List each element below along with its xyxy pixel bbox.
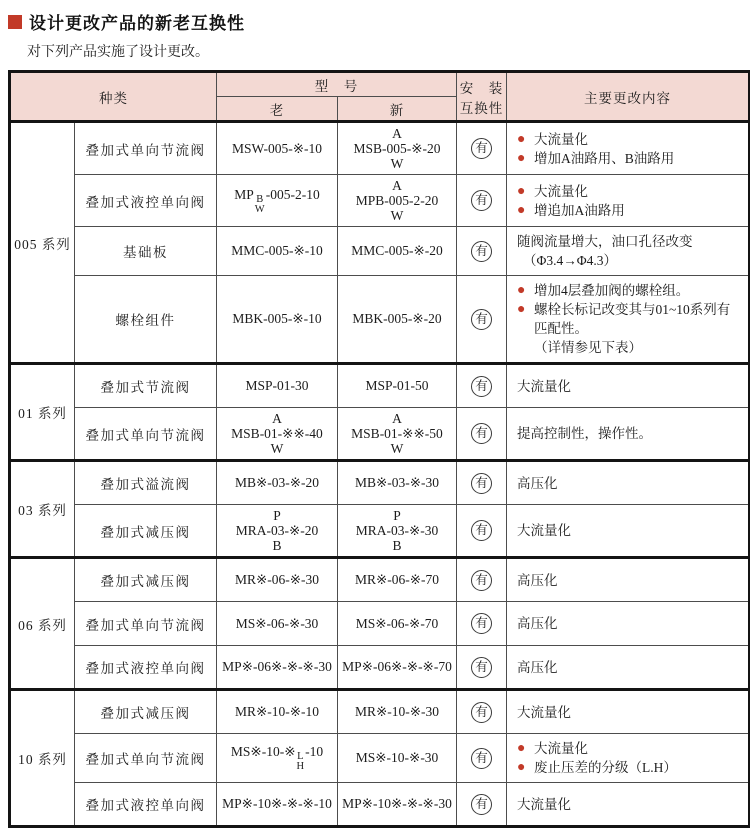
product-type-cell: 基础板 <box>75 227 217 276</box>
compat-circled-mark: 有 <box>471 570 492 591</box>
model-text: MSB-01-※※-50 <box>351 426 443 441</box>
table-header <box>10 72 750 122</box>
model-text: W <box>390 441 404 456</box>
change-line <box>513 130 742 149</box>
change-text: 大流量化 <box>517 704 571 720</box>
changes-cell <box>507 175 750 227</box>
old-model-cell: MR※-10-※-10 <box>217 690 338 734</box>
series-label: 005 系列 <box>10 122 75 364</box>
change-line <box>513 182 742 201</box>
new-model-cell: MB※-03-※-30 <box>338 461 457 505</box>
changes-cell <box>507 505 750 558</box>
bullet-icon: ● <box>517 150 526 166</box>
old-model-cell <box>217 734 338 783</box>
header-changes: 主要更改内容 <box>507 72 750 122</box>
compat-circled-mark: 有 <box>471 702 492 723</box>
table-row <box>10 364 750 408</box>
old-model-cell <box>217 175 338 227</box>
header-old-model: 老 <box>217 97 338 122</box>
change-text: 高压化 <box>517 572 558 588</box>
model-text: W <box>390 156 404 171</box>
changes-cell <box>507 690 750 734</box>
table-row <box>10 408 750 461</box>
product-type-cell: 叠加式减压阀 <box>75 558 217 602</box>
product-type-cell: 叠加式单向节流阀 <box>75 122 217 175</box>
product-type-cell: 叠加式单向节流阀 <box>75 602 217 646</box>
bullet-icon: ● <box>517 131 526 147</box>
header-compatibility <box>457 72 507 122</box>
new-model-cell: MMC-005-※-20 <box>338 227 457 276</box>
compat-circled-mark: 有 <box>471 138 492 159</box>
product-type-cell: 叠加式单向节流阀 <box>75 408 217 461</box>
old-model-cell: MP※-10※-※-※-10 <box>217 783 338 827</box>
model-text: B <box>392 538 402 553</box>
model-text: W <box>254 203 265 215</box>
change-text: 增加4层叠加阀的螺栓组。 <box>534 283 690 298</box>
product-type-cell: 叠加式单向节流阀 <box>75 734 217 783</box>
compatibility-cell <box>457 783 507 827</box>
bullet-icon: ● <box>517 283 526 298</box>
compatibility-cell <box>457 364 507 408</box>
model-text: W <box>390 208 404 223</box>
model-text: A <box>392 178 402 193</box>
header-category: 种类 <box>10 72 217 122</box>
compat-circled-mark: 有 <box>471 241 492 262</box>
compatibility-cell <box>457 505 507 558</box>
interchangeability-table <box>8 70 750 828</box>
new-model-cell <box>338 408 457 461</box>
change-line <box>513 739 742 758</box>
compat-circled-mark: 有 <box>471 309 492 330</box>
changes-cell <box>507 734 750 783</box>
change-line <box>513 795 742 814</box>
model-text: MPB-005-2-20 <box>355 193 439 208</box>
series-section <box>10 558 750 690</box>
table-row <box>10 646 750 690</box>
table-row <box>10 175 750 227</box>
bullet-icon: ● <box>517 302 526 317</box>
change-text: 增追加A油路用 <box>534 202 625 218</box>
change-line <box>513 571 742 590</box>
series-section <box>10 122 750 364</box>
compatibility-cell <box>457 646 507 690</box>
change-text: 大流量化 <box>517 523 571 538</box>
model-text: MSB-01-※※-40 <box>231 426 323 441</box>
model-text: L <box>297 751 304 762</box>
change-line <box>513 703 742 722</box>
changes-cell <box>507 558 750 602</box>
change-text: 大流量化 <box>534 131 588 147</box>
table-row <box>10 690 750 734</box>
old-model-cell <box>217 505 338 558</box>
compat-circled-mark: 有 <box>471 748 492 769</box>
header-compat-line2: 互换性 <box>459 100 504 116</box>
model-letter-stack <box>296 752 306 772</box>
compatibility-cell <box>457 558 507 602</box>
old-model-cell: MP※-06※-※-※-30 <box>217 646 338 690</box>
series-section <box>10 364 750 461</box>
model-text: A <box>272 411 282 426</box>
bullet-icon: ● <box>517 741 526 756</box>
compatibility-cell <box>457 602 507 646</box>
table-row <box>10 505 750 558</box>
change-line <box>513 614 742 633</box>
changes-cell <box>507 276 750 364</box>
new-model-cell: MP※-06※-※-※-70 <box>338 646 457 690</box>
old-model-cell: MSP-01-30 <box>217 364 338 408</box>
new-model-cell: MS※-06-※-70 <box>338 602 457 646</box>
change-line <box>513 149 742 168</box>
model-text: -10 <box>305 744 324 759</box>
model-text: MS※-10-※ <box>230 744 296 759</box>
model-text: B <box>272 538 282 553</box>
changes-cell <box>507 783 750 827</box>
changes-cell <box>507 461 750 505</box>
old-model-cell: MBK-005-※-10 <box>217 276 338 364</box>
product-type-cell: 叠加式减压阀 <box>75 505 217 558</box>
table-row <box>10 461 750 505</box>
change-line <box>513 232 742 251</box>
compat-circled-mark: 有 <box>471 473 492 494</box>
compat-circled-mark: 有 <box>471 190 492 211</box>
table-row <box>10 276 750 364</box>
product-type-cell: 螺栓组件 <box>75 276 217 364</box>
compat-circled-mark: 有 <box>471 794 492 815</box>
model-text: B <box>256 193 264 205</box>
model-text: H <box>296 761 305 772</box>
compat-circled-mark: 有 <box>471 520 492 541</box>
old-model-cell: MMC-005-※-10 <box>217 227 338 276</box>
change-text: 大流量化 <box>534 741 588 756</box>
table-row <box>10 734 750 783</box>
compatibility-cell <box>457 690 507 734</box>
change-line <box>513 338 742 357</box>
table-row <box>10 122 750 175</box>
header-row-1 <box>10 72 750 97</box>
change-line <box>513 758 742 777</box>
change-text: 大流量化 <box>517 796 571 812</box>
series-label: 01 系列 <box>10 364 75 461</box>
new-model-cell <box>338 175 457 227</box>
changes-cell <box>507 227 750 276</box>
compatibility-cell <box>457 408 507 461</box>
change-text: 高压化 <box>517 659 558 675</box>
change-line <box>513 521 742 540</box>
series-label: 06 系列 <box>10 558 75 690</box>
series-section <box>10 461 750 558</box>
change-text: 提高控制性，操作性。 <box>517 426 652 441</box>
change-text: 大流量化 <box>534 183 588 199</box>
model-text: -005-2-10 <box>265 186 320 202</box>
change-line <box>513 658 742 677</box>
changes-cell <box>507 602 750 646</box>
product-type-cell: 叠加式溢流阀 <box>75 461 217 505</box>
model-text: P <box>273 508 281 523</box>
model-text: MRA-03-※-20 <box>235 523 319 538</box>
model-text: MRA-03-※-30 <box>355 523 439 538</box>
bullet-icon: ● <box>517 202 526 218</box>
table-row <box>10 558 750 602</box>
compat-circled-mark: 有 <box>471 376 492 397</box>
change-text: 高压化 <box>517 475 558 491</box>
change-line <box>513 424 742 443</box>
bullet-icon: ● <box>517 183 526 199</box>
model-text: A <box>392 126 402 141</box>
new-model-cell: MBK-005-※-20 <box>338 276 457 364</box>
old-model-cell: MB※-03-※-20 <box>217 461 338 505</box>
page-title <box>8 9 750 34</box>
new-model-cell <box>338 505 457 558</box>
model-text: W <box>270 441 284 456</box>
changes-cell <box>507 646 750 690</box>
new-model-cell: MS※-10-※-30 <box>338 734 457 783</box>
compatibility-cell <box>457 734 507 783</box>
change-text: 废止压差的分级（L.H） <box>534 760 677 775</box>
compatibility-cell <box>457 276 507 364</box>
old-model-cell: MSW-005-※-10 <box>217 122 338 175</box>
compatibility-cell <box>457 175 507 227</box>
old-model-cell: MR※-06-※-30 <box>217 558 338 602</box>
change-line <box>513 201 742 220</box>
change-text: （Φ3.4→Φ4.3） <box>523 253 617 268</box>
bullet-icon: ● <box>517 760 526 775</box>
change-line <box>513 251 742 270</box>
change-line <box>513 281 742 300</box>
old-model-cell: MS※-06-※-30 <box>217 602 338 646</box>
old-model-cell <box>217 408 338 461</box>
section-square-icon <box>8 15 22 29</box>
model-text: A <box>392 411 402 426</box>
compatibility-cell <box>457 122 507 175</box>
change-line <box>513 300 742 338</box>
change-text: 随阀流量增大，油口孔径改变 <box>517 234 693 249</box>
changes-cell <box>507 408 750 461</box>
new-model-cell: MSP-01-50 <box>338 364 457 408</box>
compatibility-cell <box>457 461 507 505</box>
product-type-cell: 叠加式节流阀 <box>75 364 217 408</box>
product-type-cell: 叠加式减压阀 <box>75 690 217 734</box>
header-compat-line1: 安 装 <box>459 80 504 96</box>
model-text: P <box>393 508 401 523</box>
change-text: 高压化 <box>517 616 558 631</box>
product-type-cell: 叠加式液控单向阀 <box>75 646 217 690</box>
compatibility-cell <box>457 227 507 276</box>
new-model-cell: MP※-10※-※-※-30 <box>338 783 457 827</box>
model-text: MP <box>234 186 254 202</box>
new-model-cell: MR※-06-※-70 <box>338 558 457 602</box>
model-letter-stack <box>254 195 266 215</box>
compat-circled-mark: 有 <box>471 423 492 444</box>
series-label: 03 系列 <box>10 461 75 558</box>
new-model-cell <box>338 122 457 175</box>
model-text: MSB-005-※-20 <box>353 141 441 156</box>
header-model: 型 号 <box>217 72 457 97</box>
header-new-model: 新 <box>338 97 457 122</box>
change-text: 大流量化 <box>517 378 571 394</box>
compat-circled-mark: 有 <box>471 613 492 634</box>
change-text: 增加A油路用、B油路用 <box>534 150 675 166</box>
page-title-text: 设计更改产品的新老互换性 <box>29 14 245 33</box>
table-row <box>10 227 750 276</box>
series-section <box>10 690 750 827</box>
table-row <box>10 602 750 646</box>
page-subtitle: 对下列产品实施了设计更改。 <box>27 45 209 60</box>
changes-cell <box>507 122 750 175</box>
series-label: 10 系列 <box>10 690 75 827</box>
product-type-cell: 叠加式液控单向阀 <box>75 783 217 827</box>
product-type-cell: 叠加式液控单向阀 <box>75 175 217 227</box>
changes-cell <box>507 364 750 408</box>
change-line <box>513 474 742 493</box>
new-model-cell: MR※-10-※-30 <box>338 690 457 734</box>
compat-circled-mark: 有 <box>471 657 492 678</box>
table-row <box>10 783 750 827</box>
change-line <box>513 377 742 396</box>
change-text: 螺栓长标记改变其与01~10系列有匹配性。 <box>534 302 731 336</box>
change-text: （详情参见下表） <box>534 340 642 355</box>
